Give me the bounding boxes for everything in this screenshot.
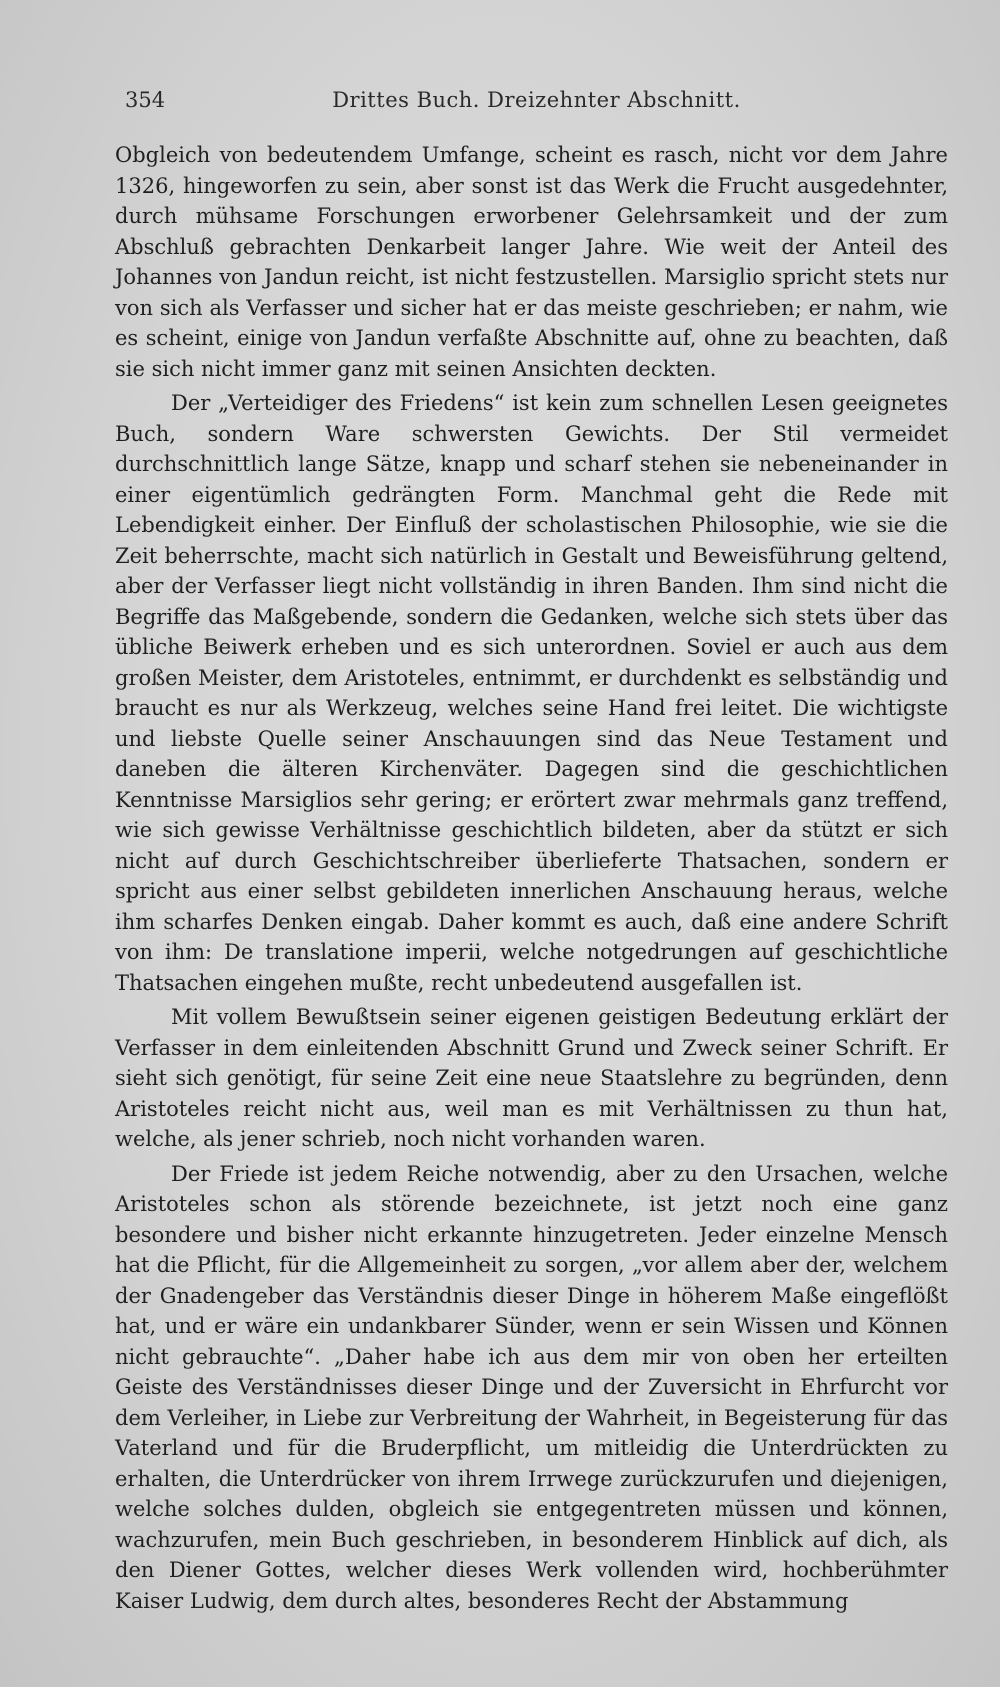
body-text bbox=[115, 140, 948, 1613]
running-head: Drittes Buch. Dreizehnter Abschnitt. bbox=[332, 88, 741, 112]
paragraph-1: Obgleich von bedeutendem Umfange, scheint es rasch, nicht vor dem Jahre 1326, hingeworfen zu sein, aber sonst ist das Werk die Frucht ausgedehnter, durch mühsame Forschungen erworbener Gelehrsamkeit und der zum Abschluß gebrachten Denkarbeit langer Jahre. Wie weit der Anteil des Johannes von Jandun reicht, ist nicht festzustellen. Marsiglio spricht stets nur von sich als Verfasser und sicher hat er das meiste geschrieben; er nahm, wie es scheint, einige von Jandun verfaßte Abschnitte auf, ohne zu beachten, daß sie sich nicht immer ganz mit seinen Ansichten deckten. bbox=[115, 143, 948, 381]
page-number: 354 bbox=[125, 88, 166, 112]
paragraph-2: Der „Verteidiger des Friedens“ ist kein zum schnellen Lesen geeignetes Buch, sondern Ware schwersten Gewichts. Der Stil vermeidet durchschnittlich lange Sätze, knapp und scharf stehen sie nebeneinander in einer eigentümlich gedrängten Form. Manchmal geht die Rede mit Lebendigkeit einher. Der Einfluß der scholastischen Philosophie, wie sie die Zeit beherrschte, macht sich natürlich in Gestalt und Beweisführung geltend, aber der Verfasser liegt nicht vollständig in ihren Banden. Ihm sind nicht die Begriffe das Maßgebende, sondern die Gedanken, welche sich stets über das übliche Beiwerk erheben und es sich unterordnen. Soviel er auch aus dem großen Meister, dem Aristoteles, entnimmt, er durchdenkt es selbständig und braucht es nur als Werkzeug, welches seine Hand frei leitet. Die wichtigste und liebste Quelle seiner Anschauungen sind das Neue Testament und daneben die älteren Kirchenväter. Dagegen sind die geschichtlichen Kenntnisse Marsiglios sehr gering; er erörtert zwar mehrmals ganz treffend, wie sich gewisse Verhältnisse geschichtlich bildeten, aber da stützt er sich nicht auf durch Geschichtschreiber überlieferte Thatsachen, sondern er spricht aus einer selbst gebildeten innerlichen Anschauung heraus, welche ihm scharfes Denken eingab. Daher kommt es auch, daß eine andere Schrift von ihm: De translatione imperii, welche notgedrungen auf geschichtliche Thatsachen eingehen mußte, recht unbedeutend ausgefallen ist. bbox=[115, 391, 948, 995]
paragraph-3: Mit vollem Bewußtsein seiner eigenen geistigen Bedeutung erklärt der Verfasser in dem einleitenden Abschnitt Grund und Zweck seiner Schrift. Er sieht sich genötigt, für seine Zeit eine neue Staatslehre zu begründen, denn Aristoteles reicht nicht aus, weil man es mit Verhältnissen zu thun hat, welche, als jener schrieb, noch nicht vorhanden waren. bbox=[115, 1005, 948, 1151]
page-header bbox=[125, 88, 948, 118]
paragraph-4: Der Friede ist jedem Reiche notwendig, aber zu den Ursachen, welche Aristoteles schon als störende bezeichnete, ist jetzt noch eine ganz besondere und bisher nicht erkannte hinzugetreten. Jeder einzelne Mensch hat die Pflicht, für die Allgemeinheit zu sorgen, „vor allem aber der, welchem der Gnadengeber das Verständnis dieser Dinge in höherem Maße eingeflößt hat, und er wäre ein undankbarer Sünder, wenn er sein Wissen und Können nicht gebrauchte“. „Daher habe ich aus dem mir von oben her erteilten Geiste des Verständnisses dieser Dinge und der Zuversicht in Ehrfurcht vor dem Verleiher, in Liebe zur Verbreitung der Wahrheit, in Begeisterung für das Vaterland und für die Bruderpflicht, um mitleidig die Unterdrückten zu erhalten, die Unterdrücker von ihrem Irrwege zurückzurufen und diejenigen, welche solches dulden, obgleich sie entgegentreten müssen und können, wachzurufen, mein Buch geschrieben, in besonderem Hinblick auf dich, als den Diener Gottes, welcher dieses Werk vollenden wird, hochberühmter Kaiser Ludwig, dem durch altes, besonderes Recht der Abstammung bbox=[115, 1161, 948, 1613]
